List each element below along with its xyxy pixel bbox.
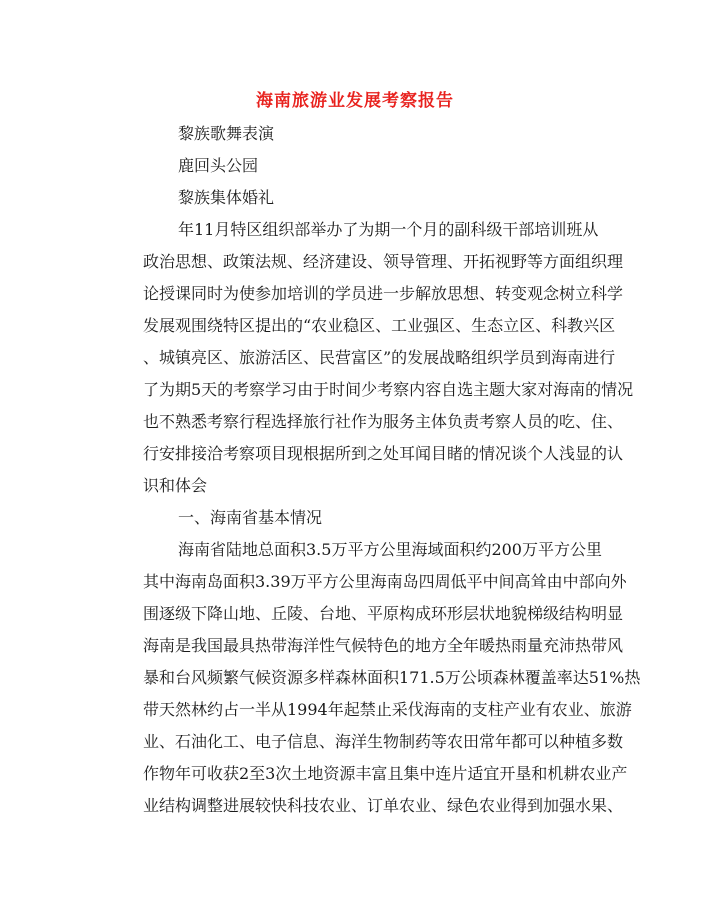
paragraph1-line: 也不熟悉考察行程选择旅行社作为服务主体负责考察人员的吃、住、 [143, 412, 624, 431]
paragraph2-line: 海南是我国最具热带海洋性气候特色的地方全年暖热雨量充沛热带风 [143, 636, 624, 655]
paragraph2-line: 作物年可收获2至3次土地资源丰富且集中连片适宜开垦和机耕农业产 [143, 764, 628, 783]
paragraph1-line: 识和体会 [143, 476, 208, 495]
paragraph1-line: 政治思想、政策法规、经济建设、领导管理、开拓视野等方面组织理 [143, 252, 624, 271]
subheading-3: 黎族集体婚礼 [178, 188, 275, 207]
paragraph2-line: 业结构调整进展较快科技农业、订单农业、绿色农业得到加强水果、 [143, 796, 624, 815]
paragraph1-line: 行安排接洽考察项目现根据所到之处耳闻目睹的情况谈个人浅显的认 [143, 444, 624, 463]
paragraph2-line: 其中海南岛面积3.39万平方公里海南岛四周低平中间高耸由中部向外 [143, 572, 627, 591]
paragraph1-line: 发展观围绕特区提出的“农业稳区、工业强区、生态立区、科教兴区 [143, 316, 616, 335]
paragraph2-line: 围逐级下降山地、丘陵、台地、平原构成环形层状地貌梯级结构明显 [143, 604, 624, 623]
document-title: 海南旅游业发展考察报告 [256, 91, 454, 111]
subheading-2: 鹿回头公园 [178, 156, 259, 175]
section-heading: 一、海南省基本情况 [178, 508, 323, 527]
paragraph2-line: 带天然林约占一半从1994年起禁止采伐海南的支柱产业有农业、旅游 [143, 700, 632, 719]
subheading-1: 黎族歌舞表演 [178, 124, 275, 143]
paragraph1-line: 了为期5天的考察学习由于时间少考察内容自选主题大家对海南的情况 [143, 380, 634, 399]
paragraph2-line: 海南省陆地总面积3.5万平方公里海域面积约200万平方公里 [178, 540, 602, 559]
paragraph1-line: 论授课同时为使参加培训的学员进一步解放思想、转变观念树立科学 [143, 284, 624, 303]
paragraph2-line: 暴和台风频繁气候资源多样森林面积171.5万公顷森林覆盖率达51%热 [143, 668, 641, 687]
paragraph1-line: 年11月特区组织部举办了为期一个月的副科级干部培训班从 [178, 220, 599, 239]
paragraph2-line: 业、石油化工、电子信息、海洋生物制药等农田常年都可以种植多数 [143, 732, 624, 751]
paragraph1-line: 、城镇亮区、旅游活区、民营富区”的发展战略组织学员到海南进行 [143, 348, 616, 367]
